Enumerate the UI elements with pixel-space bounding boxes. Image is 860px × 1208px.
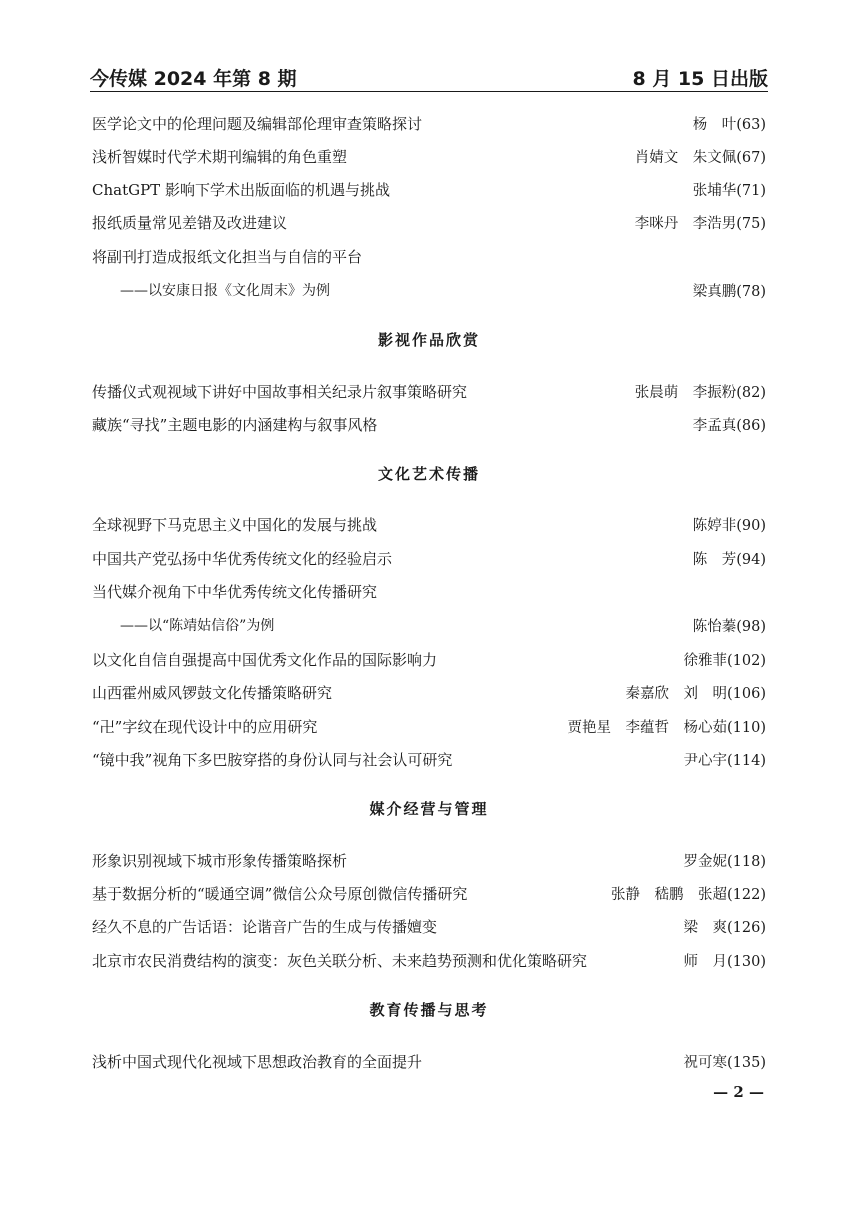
toc-entry[interactable] [92, 546, 766, 570]
entry-title: 当代媒介视角下中华优秀传统文化传播研究 [92, 582, 378, 601]
entry-title: 山西霍州威风锣鼓文化传播策略研究 [92, 683, 333, 702]
toc-entry[interactable] [92, 747, 766, 771]
toc-entry[interactable] [92, 848, 766, 872]
entry-authors: 徐雅菲(102) [683, 652, 766, 669]
page-header [90, 62, 768, 90]
entry-title: 医学论文中的伦理问题及编辑部伦理审查策略探讨 [92, 114, 423, 133]
journal-issue: 今传媒 2024 年第 8 期 [90, 68, 297, 90]
toc-entry[interactable] [92, 914, 766, 938]
entry-authors: 梁 爽(126) [683, 919, 766, 936]
entry-title: 将副刊打造成报纸文化担当与自信的平台 [92, 247, 363, 266]
toc-entry[interactable] [92, 714, 766, 738]
toc-entry[interactable] [92, 144, 766, 168]
toc-entry[interactable] [92, 948, 766, 972]
entry-title: 北京市农民消费结构的演变：灰色关联分析、未来趋势预测和优化策略研究 [92, 951, 588, 970]
toc-entry[interactable] [92, 379, 766, 403]
entry-title: 经久不息的广告话语：论谐音广告的生成与传播嬗变 [92, 917, 438, 936]
toc-entry[interactable] [92, 244, 766, 268]
entry-title: 基于数据分析的“暖通空调”微信公众号原创微信传播研究 [92, 884, 468, 903]
page-number: — 2 — [713, 1083, 764, 1101]
entry-authors: 陈怡蓁(98) [692, 618, 766, 635]
entry-title: 中国共产党弘扬中华优秀传统文化的经验启示 [92, 549, 393, 568]
entry-authors: 肖婧文 朱文佩(67) [634, 149, 766, 166]
entry-authors: 贾艳星 李蕴哲 杨心茹(110) [567, 719, 766, 736]
entry-title: “卍”字纹在现代设计中的应用研究 [92, 717, 318, 736]
toc-entry[interactable] [92, 579, 766, 603]
toc-entry-subtitle[interactable] [92, 278, 766, 302]
entry-authors: 陈婷非(90) [692, 517, 766, 534]
entry-authors: 李咪丹 李浩男(75) [634, 215, 766, 232]
entry-authors: 尹心宇(114) [683, 752, 766, 769]
entry-authors: 师 月(130) [683, 953, 766, 970]
entry-subtitle: ——以安康日报《文化周末》为例 [120, 283, 330, 299]
toc-entry[interactable] [92, 647, 766, 671]
entry-title: 传播仪式观视域下讲好中国故事相关纪录片叙事策略研究 [92, 382, 468, 401]
toc-entry[interactable] [92, 680, 766, 704]
entry-authors: 梁真鹏(78) [692, 283, 766, 300]
entry-title: 全球视野下马克思主义中国化的发展与挑战 [92, 515, 378, 534]
entry-authors: 罗金妮(118) [683, 853, 766, 870]
toc-entry[interactable] [92, 412, 766, 436]
entry-subtitle: ——以“陈靖姑信俗”为例 [120, 618, 275, 634]
entry-authors: 张晨萌 李振粉(82) [634, 384, 766, 401]
section-heading: 媒介经营与管理 [369, 800, 489, 818]
entry-authors: 陈 芳(94) [692, 551, 766, 568]
entry-title: 浅析智媒时代学术期刊编辑的角色重塑 [92, 147, 348, 166]
entry-authors: 李孟真(86) [692, 417, 766, 434]
entry-title: “镜中我”视角下多巴胺穿搭的身份认同与社会认可研究 [92, 750, 453, 769]
toc-entry[interactable] [92, 111, 766, 135]
entry-title: 浅析中国式现代化视域下思想政治教育的全面提升 [92, 1052, 423, 1071]
toc-entry[interactable] [92, 177, 766, 201]
header-rule [90, 91, 768, 92]
section-heading: 文化艺术传播 [377, 465, 480, 483]
toc-entry[interactable] [92, 512, 766, 536]
section-heading: 教育传播与思考 [369, 1001, 489, 1019]
entry-authors: 杨 叶(63) [692, 116, 766, 133]
section-heading: 影视作品欣赏 [377, 331, 480, 349]
entry-title: 报纸质量常见差错及改进建议 [92, 213, 288, 232]
entry-authors: 祝可寒(135) [683, 1054, 766, 1071]
toc-entry[interactable] [92, 881, 766, 905]
toc-entry[interactable] [92, 1049, 766, 1073]
entry-authors: 张埔华(71) [692, 182, 766, 199]
toc-entry[interactable] [92, 210, 766, 234]
toc-entry-subtitle[interactable] [92, 613, 766, 637]
entry-title: ChatGPT 影响下学术出版面临的机遇与挑战 [92, 180, 390, 199]
entry-authors: 张静 嵇鹏 张超(122) [611, 886, 766, 903]
publication-date: 8 月 15 日出版 [632, 68, 768, 90]
entry-title: 以文化自信自强提高中国优秀文化作品的国际影响力 [92, 650, 438, 669]
entry-title: 藏族“寻找”主题电影的内涵建构与叙事风格 [92, 415, 378, 434]
entry-authors: 秦嘉欣 刘 明(106) [625, 685, 766, 702]
entry-title: 形象识别视域下城市形象传播策略探析 [92, 851, 348, 870]
